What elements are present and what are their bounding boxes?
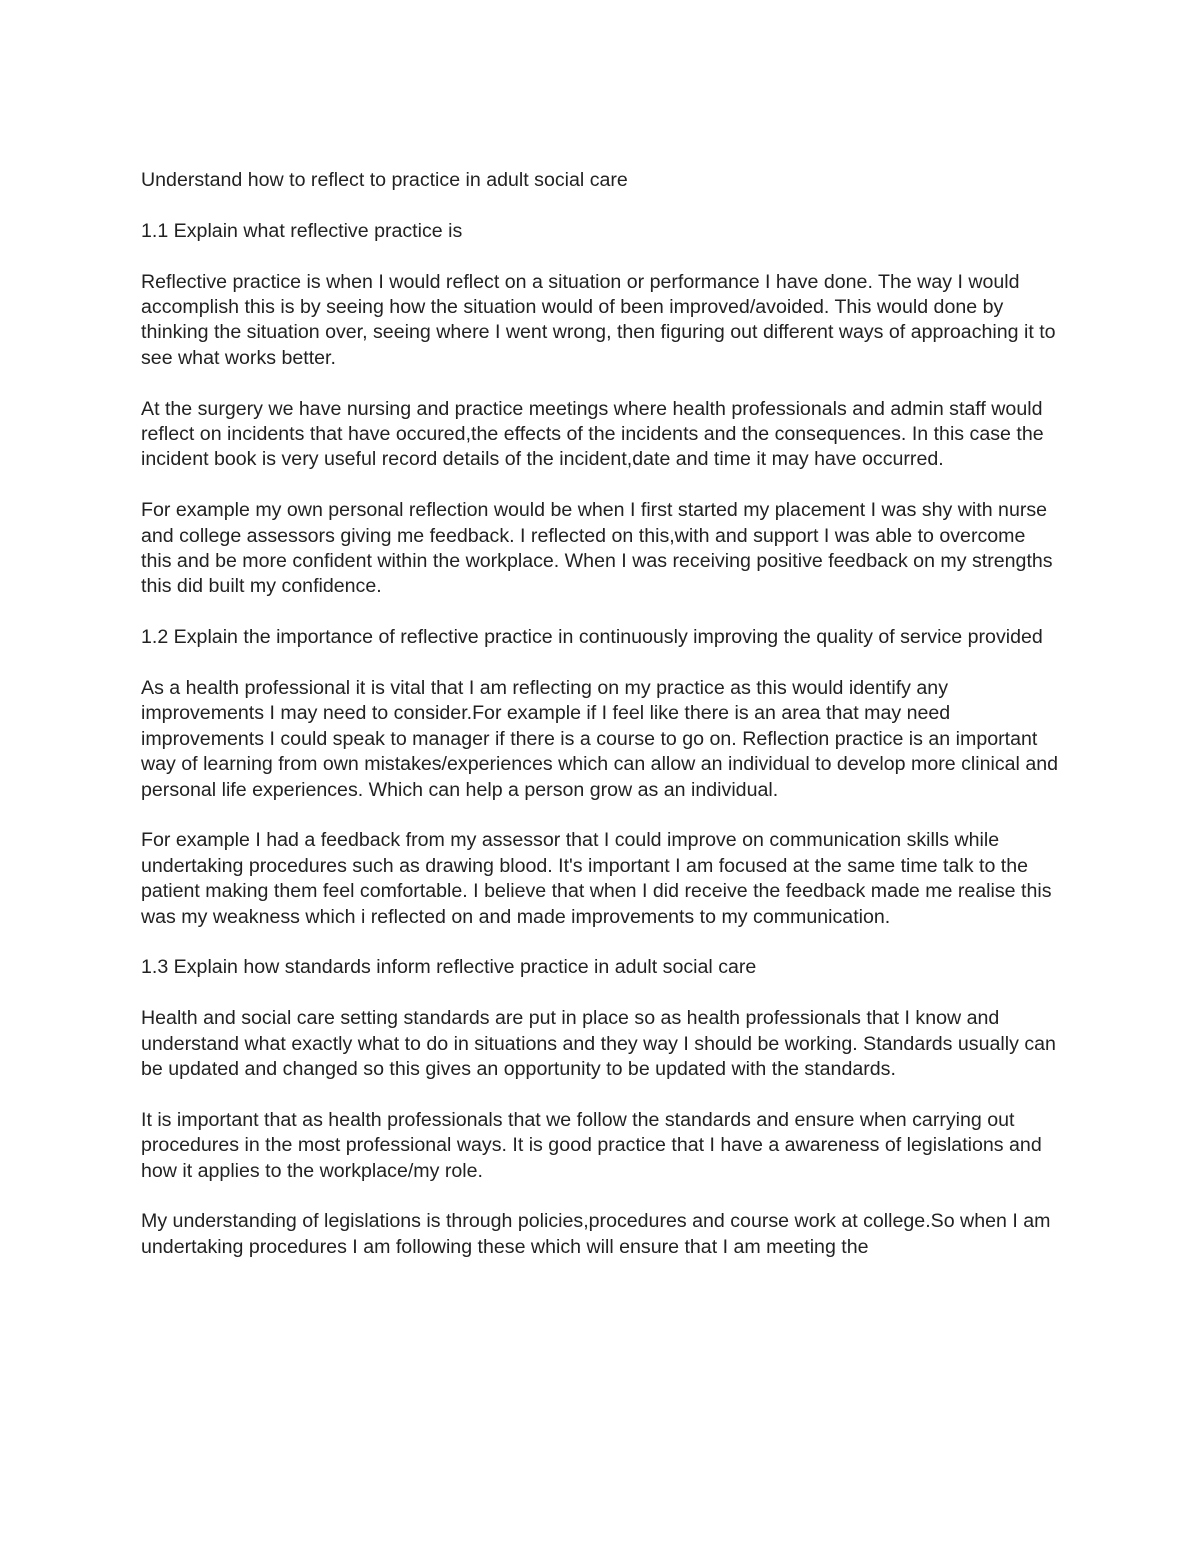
heading-1-3: 1.3 Explain how standards inform reflective practice in adult social care	[141, 956, 757, 979]
heading-1-1: 1.1 Explain what reflective practice is	[141, 219, 463, 242]
paragraph: For example I had a feedback from my assessor that I could improve on communication skills while undertaking procedures such as drawing blood. It's important I am focused at the same time talk to the patient making them feel comfortable. I believe that when I did receive the feedback made me realise this was my weakness which i reflected on and made improvements to my communication.	[141, 829, 1052, 928]
paragraph: My understanding of legislations is through policies,procedures and course work at college.So when I am undertaking procedures I am following these which will ensure that I am meeting the	[141, 1210, 1051, 1258]
paragraph: For example my own personal reflection would be when I first started my placement I was shy with nurse and college assessors giving me feedback. I reflected on this,with and support I was able to overcome this and be more confident within the workplace. When I was receiving positive feedback on my strengths this did built my confidence.	[141, 499, 1053, 598]
heading-1-2: 1.2 Explain the importance of reflective practice in continuously improving the quality of service provided	[141, 626, 1043, 649]
paragraph: As a health professional it is vital that I am reflecting on my practice as this would identify any improvements I may need to consider.For example if I feel like there is an area that may need improvements I could speak to manager if there is a course to go on. Reflection practice is an important way of learning from own mistakes/experiences which can allow an individual to develop more clinical and personal life experiences. Which can help a person grow as an individual.	[141, 677, 1059, 801]
paragraph: At the surgery we have nursing and practice meetings where health professionals and admin staff would reflect on incidents that have occured,the effects of the incidents and the consequences. In this case the incident book is very useful record details of the incident,date and time it may have occurred.	[141, 397, 1044, 471]
paragraph: Reflective practice is when I would reflect on a situation or performance I have done. The way I would accomplish this is by seeing how the situation would of been improved/avoided. This would done by thinking the situation over, seeing where I went wrong, then figuring out different ways of approaching it to see what works better.	[141, 270, 1056, 369]
document-title: Understand how to reflect to practice in adult social care	[141, 169, 628, 191]
paragraph: Health and social care setting standards are put in place so as health professionals that I know and understand what exactly what to do in situations and they way I should be working. Standards usually can be updated and changed so this gives an opportunity to be updated with the standards.	[141, 1007, 1056, 1081]
document-body	[141, 168, 1061, 1286]
paragraph: It is important that as health professionals that we follow the standards and ensure when carrying out procedures in the most professional ways. It is good practice that I have a awareness of legislations and how it applies to the workplace/my role.	[141, 1108, 1042, 1182]
